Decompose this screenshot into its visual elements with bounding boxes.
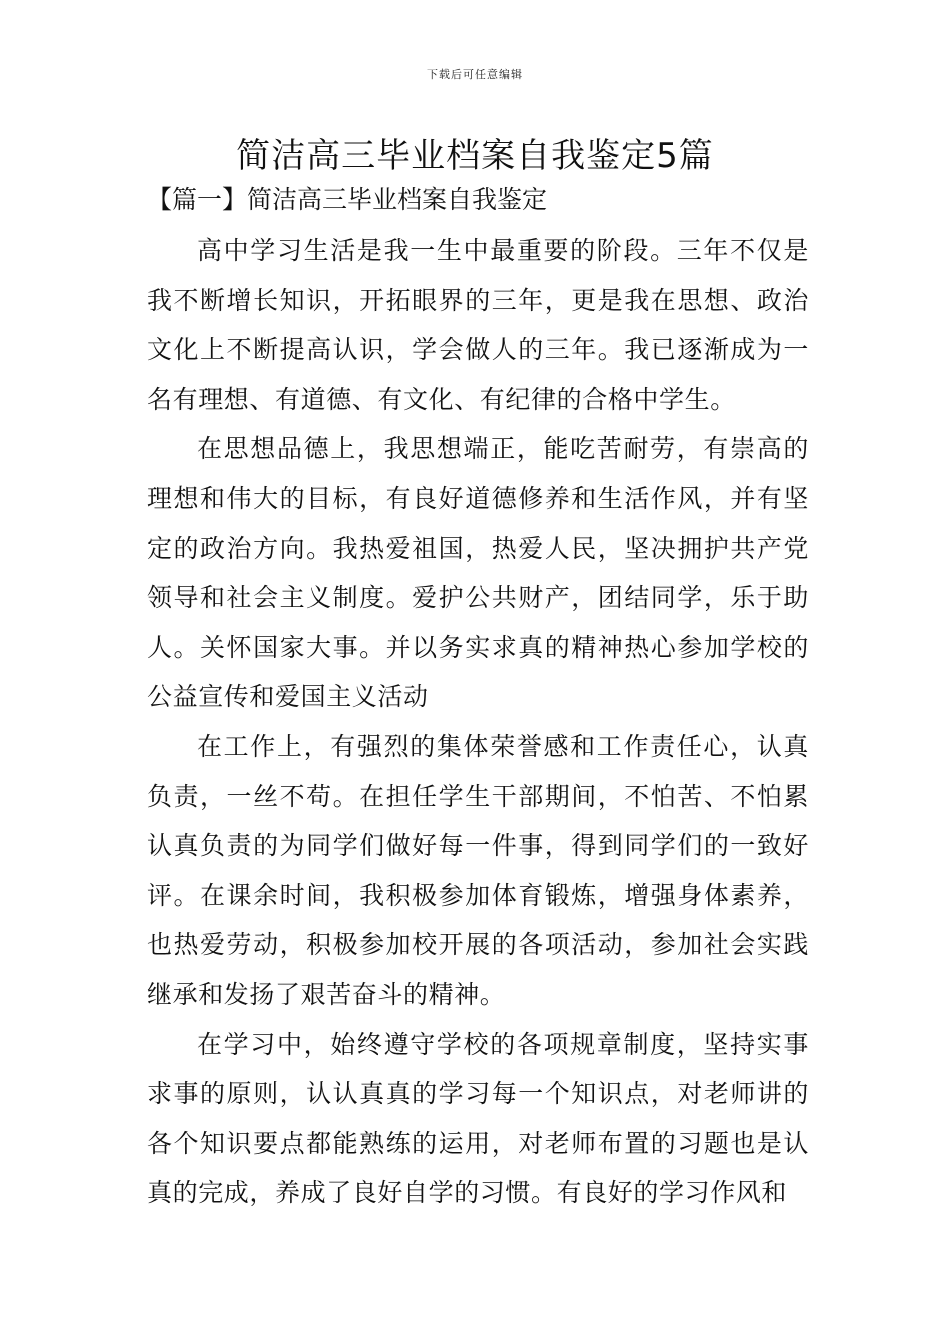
paragraph-intro: 高中学习生活是我一生中最重要的阶段。三年不仅是我不断增长知识，开拓眼界的三年，更是我在思想、政治文化上不断提高认识，学会做人的三年。我已逐渐成为一名有理想、有道德、有文化、有纪律的合格中学生。	[147, 236, 809, 414]
paragraph-work: 在工作上，有强烈的集体荣誉感和工作责任心，认真负责，一丝不苟。在担任学生干部期间，不怕苦、不怕累认真负责的为同学们做好每一件事，得到同学们的一致好评。在课余时间，我积极参加体育锻炼，增强身体素养，也热爱劳动，积极参加校开展的各项活动，参加社会实践继承和发扬了艰苦奋斗的精神。	[147, 731, 809, 1009]
page-header-note: 下载后可任意编辑	[427, 68, 523, 81]
paragraph-ideology: 在思想品德上，我思想端正，能吃苦耐劳，有崇高的理想和伟大的目标，有良好道德修养和生活作风，并有坚定的政治方向。我热爱祖国，热爱人民，坚决拥护共产党领导和社会主义制度。爱护公共财产，团结同学，乐于助人。关怀国家大事。并以务实求真的精神热心参加学校的公益宣传和爱国主义活动	[147, 434, 809, 712]
document-body	[147, 226, 809, 1218]
document-title: 简洁高三毕业档案自我鉴定5篇	[236, 136, 714, 176]
paragraph-study: 在学习中，始终遵守学校的各项规章制度，坚持实事求事的原则，认认真真的学习每一个知识点，对老师讲的各个知识要点都能熟练的运用，对老师布置的习题也是认真的完成，养成了良好自学的习惯。有良好的学习作风和	[147, 1029, 809, 1208]
section-heading: 【篇一】简洁高三毕业档案自我鉴定	[147, 185, 548, 214]
